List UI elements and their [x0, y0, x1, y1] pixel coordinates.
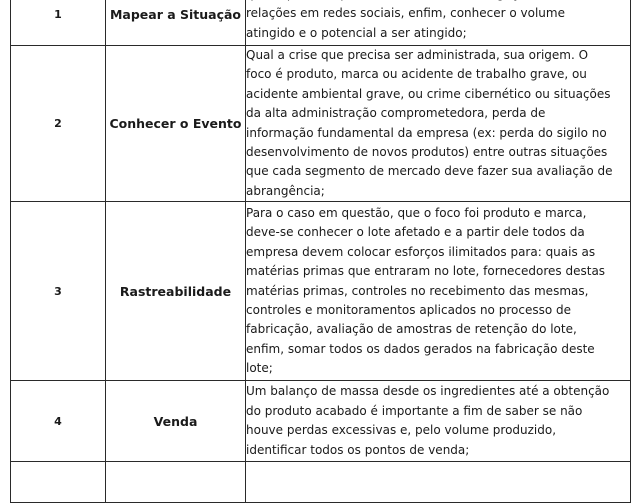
description-line: Para o caso em questão, que o foco foi produto e marca,	[246, 205, 587, 220]
step-stage	[106, 462, 246, 503]
description-line: informação fundamental da empresa (ex: perda do sigilo no	[246, 125, 607, 140]
step-stage: Rastreabilidade	[106, 202, 246, 381]
step-description	[246, 0, 631, 46]
step-number: 2	[11, 46, 106, 202]
description-line: lote;	[246, 361, 273, 376]
description-line: relações em redes sociais, enfim, conhecer o volume	[246, 6, 565, 21]
table-row	[11, 202, 631, 381]
description-line: abrangência;	[246, 183, 325, 198]
description-line: controles e monitoramentos aplicados no processo de	[246, 302, 571, 317]
step-number: 3	[11, 202, 106, 381]
description-line: deve-se conhecer o lote afetado e a partir dele todos da	[246, 225, 585, 240]
description-line: matérias primas, controles no recebimento das mesmas,	[246, 283, 589, 298]
step-stage: Conhecer o Evento	[106, 46, 246, 202]
description-line: empresa devem colocar esforços ilimitados para: quais as	[246, 244, 596, 259]
step-description	[246, 462, 631, 503]
table-row	[11, 46, 631, 202]
crisis-steps-table	[10, 0, 631, 503]
description-line: desenvolvimento de novos produtos) entre outras situações	[246, 145, 608, 160]
description-line: identificar todos os pontos de venda;	[246, 442, 470, 457]
step-number: 1	[11, 0, 106, 46]
description-line: da alta administração comprometedora, perda de	[246, 106, 546, 121]
description-line: do produto acabado é importante a fim de saber se não	[246, 403, 583, 418]
description-line: houve perdas excessivas e, pelo volume produzido,	[246, 423, 557, 438]
step-number: 4	[11, 381, 106, 462]
description-line: que cada segmento de mercado deve fazer sua avaliação de	[246, 164, 613, 179]
step-description	[246, 46, 631, 202]
table-row	[11, 0, 631, 46]
step-stage: Venda	[106, 381, 246, 462]
description-line: foco é produto, marca ou acidente de trabalho grave, ou	[246, 67, 587, 82]
step-description	[246, 381, 631, 462]
description-line: acidente ambiental grave, ou crime cibernético ou situações	[246, 86, 611, 101]
table-row	[11, 381, 631, 462]
description-line: matérias primas que entraram no lote, fornecedores destas	[246, 264, 606, 279]
description-line: fabricação, avaliação de amostras de retenção do lote,	[246, 322, 577, 337]
step-stage: Mapear a Situação	[106, 0, 246, 46]
description-line: atingido e o potencial a ser atingido;	[246, 25, 467, 40]
step-description	[246, 202, 631, 381]
description-line: Qual a crise que precisa ser administrada, sua origem. O	[246, 48, 589, 62]
step-number	[11, 462, 106, 503]
table-row	[11, 462, 631, 503]
description-line: Um balanço de massa desde os ingredientes até a obtenção	[246, 384, 610, 399]
description-line: enfim, somar todos os dados gerados na fabricação deste	[246, 341, 595, 356]
